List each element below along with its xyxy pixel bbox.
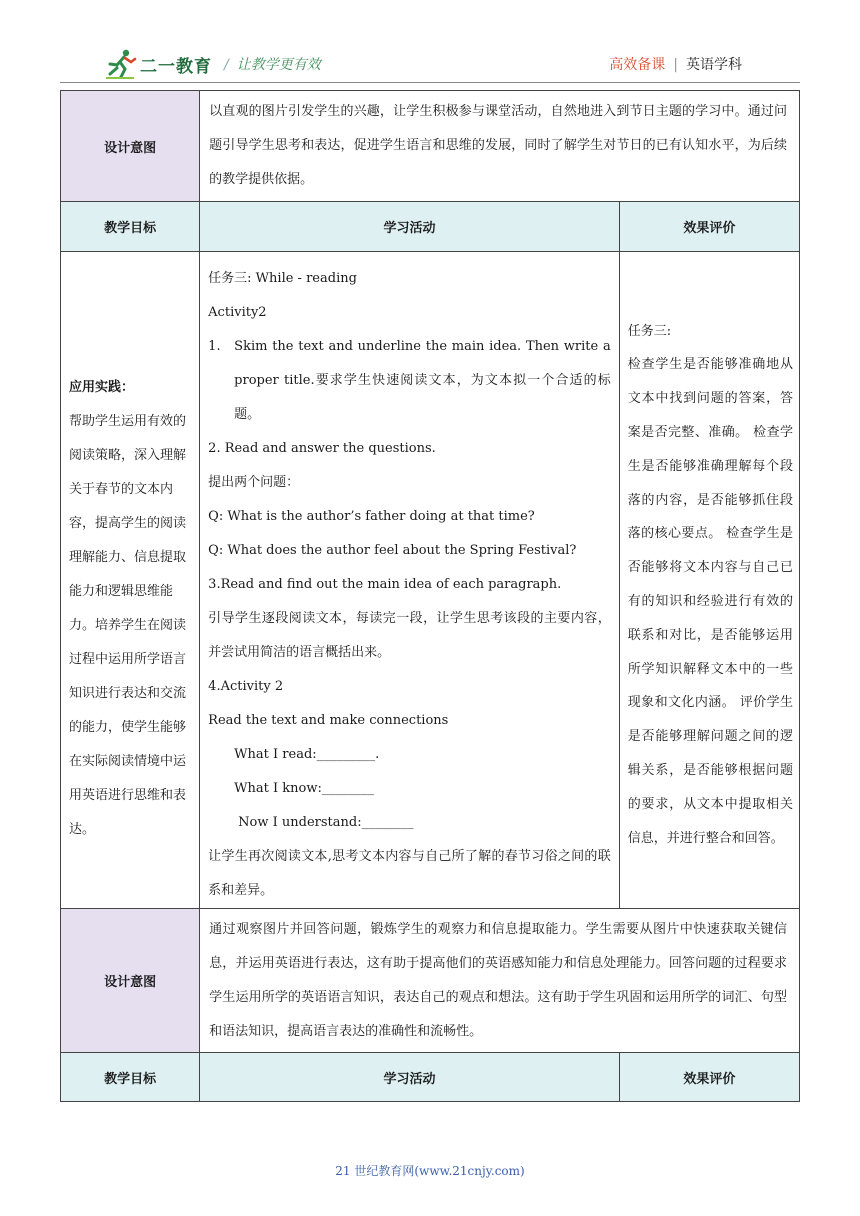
header-evaluation: 效果评价	[619, 202, 799, 252]
activity-item-2-prompt: 提出两个问题：	[208, 475, 300, 490]
activity-item-1-number: 1.	[208, 339, 221, 354]
design-intent-label-2: 设计意图	[61, 909, 200, 1053]
runner-logo-icon	[104, 47, 138, 81]
task-title: 任务三: While - reading	[208, 271, 357, 286]
page-header	[0, 0, 860, 90]
design-intent-text-2: 通过观察图片并回答问题，锻炼学生的观察力和信息提取能力。学生需要从图片中快速获取关键信息，并运用英语进行表达，这有助于提高他们的英语感知能力和信息处理能力。回答问题的过程要求学生运用所学的英语语言知识，表达自己的观点和想法。这有助于学生巩固和运用所学的词汇、句型和语法知识，提高语言表达的准确性和流畅性。	[200, 909, 800, 1053]
design-intent-text: 以直观的图片引发学生的兴趣，让学生积极参与课堂活动，自然地进入到节日主题的学习中。通过问题引导学生思考和表达，促进学生语言和思维的发展，同时了解学生对节日的已有认知水平，为后续的教学提供依据。	[200, 91, 800, 202]
question-2: Q: What does the author feel about the Spring Festival?	[208, 543, 577, 558]
slogan-text: 让教学更有效	[236, 57, 321, 73]
objective-cell	[61, 252, 200, 909]
activity-item-1-text: Skim the text and underline the main idea. Then write a proper title.要求学生快速阅读文本，为文本拟一个合适的标题。	[234, 339, 611, 422]
page-footer: 21 世纪教育网(www.21cnjy.com)	[335, 1164, 525, 1178]
activity-item-3: 3.Read and find out the main idea of each paragraph.	[208, 577, 562, 592]
design-intent-row-2	[61, 909, 800, 1053]
slogan	[224, 54, 321, 74]
tag-subject: 英语学科	[686, 57, 742, 73]
activity-cell	[200, 252, 620, 909]
evaluation-text: 检查学生是否能够准确地从文本中找到问题的答案，答案是否完整、准确。 检查学生是否能够准确理解每个段落的内容，是否能够抓住段落的核心要点。 检查学生是否能够将文本内容与自己已有的知识和经验进行有效的联系和对比，是否能够运用所学知识解释文本中的一些现象和文化内涵。 评价学生是否能够理解问题之间的逻辑关系，是否能够根据问题的要求，从文本中提取相关信息，并进行整合和回答。	[627, 357, 793, 846]
activity-label: Activity2	[208, 305, 267, 320]
evaluation-title: 任务三:	[627, 323, 672, 339]
slogan-divider: /	[224, 57, 229, 73]
table-header-row-2	[61, 1053, 800, 1102]
activity-item-3-desc: 引导学生逐段阅读文本，每读完一段，让学生思考该段的主要内容，并尝试用简洁的语言概括出来。	[208, 611, 611, 660]
objective-text: 帮助学生运用有效的阅读策略，深入理解关于春节的文本内容，提高学生的阅读理解能力、信息提取能力和逻辑思维能力。培养学生在阅读过程中运用所学语言知识进行表达和交流的能力，使学生能够在实际阅读情境中运用英语进行思维和表达。	[69, 413, 187, 837]
header-activity-2: 学习活动	[200, 1053, 620, 1102]
tag-divider: |	[673, 57, 678, 73]
design-intent-row	[61, 91, 800, 202]
activity-item-4: 4.Activity 2	[208, 679, 284, 694]
activity-closing: 让学生再次阅读文本,思考文本内容与自己所了解的春节习俗之间的联系和差异。	[208, 849, 611, 898]
header-tags	[609, 54, 742, 74]
activity-item-4-desc: Read the text and make connections	[208, 713, 449, 728]
question-1: Q: What is the author’s father doing at that time?	[208, 509, 535, 524]
content-row	[61, 252, 800, 909]
what-i-read-line: What I read:_________.	[234, 747, 380, 762]
logo-text: 二一教育	[140, 56, 212, 77]
evaluation-cell	[619, 252, 799, 909]
header-evaluation-2: 效果评价	[619, 1053, 799, 1102]
tag-efficient-prep: 高效备课	[609, 57, 666, 73]
objective-title: 应用实践：	[69, 379, 135, 395]
lesson-plan-table	[60, 90, 800, 1102]
header-objective-2: 教学目标	[61, 1053, 200, 1102]
activity-item-2: 2. Read and answer the questions.	[208, 441, 436, 456]
logo	[104, 44, 212, 84]
what-i-know-line: What I know:________	[234, 781, 374, 796]
design-intent-label: 设计意图	[61, 91, 200, 202]
header-objective: 教学目标	[61, 202, 200, 252]
table-header-row	[61, 202, 800, 252]
now-i-understand-line: Now I understand:________	[238, 815, 414, 830]
header-divider	[60, 82, 800, 83]
activity-item-1	[208, 330, 611, 432]
header-activity: 学习活动	[200, 202, 620, 252]
